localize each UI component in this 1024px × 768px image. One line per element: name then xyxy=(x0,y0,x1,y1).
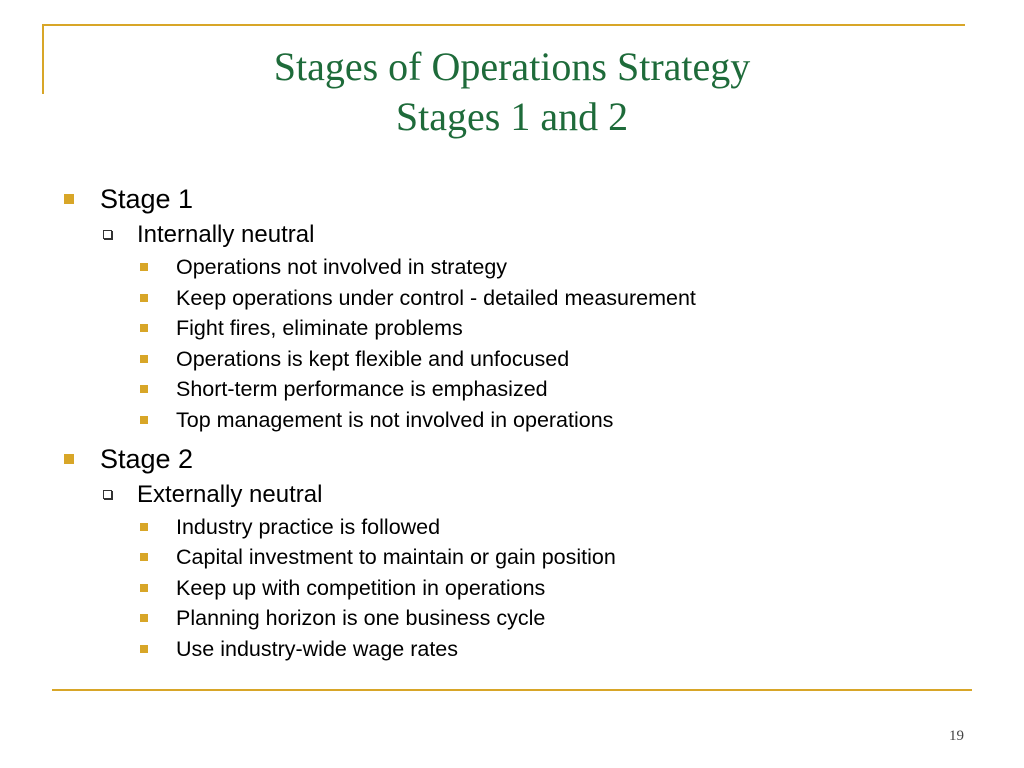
list-item-text: Operations not involved in strategy xyxy=(176,255,508,279)
stage-1-heading xyxy=(0,180,1024,218)
list-item xyxy=(0,405,1024,436)
list-item xyxy=(0,573,1024,604)
slide-title-line-2: Stages 1 and 2 xyxy=(395,94,629,139)
stage-2-label: Stage 2 xyxy=(100,443,194,474)
list-item xyxy=(0,603,1024,634)
square-bullet-icon xyxy=(64,454,74,464)
list-item xyxy=(0,634,1024,665)
square-bullet-icon xyxy=(140,645,148,653)
square-bullet-icon xyxy=(140,355,148,363)
list-item-text: Planning horizon is one business cycle xyxy=(176,606,546,631)
list-item xyxy=(0,344,1024,375)
list-item xyxy=(0,542,1024,573)
list-item-text: Keep up with competition in operations xyxy=(176,575,546,600)
square-bullet-icon xyxy=(140,294,148,302)
list-item-text: Top management is not involved in operations xyxy=(176,407,614,432)
page-number: 19 xyxy=(949,728,964,744)
list-item xyxy=(0,313,1024,344)
slide-content xyxy=(0,180,1024,665)
slide-title xyxy=(0,42,1024,142)
list-item-text: Short-term performance is emphasized xyxy=(176,377,548,402)
square-bullet-icon xyxy=(140,614,148,622)
list-item xyxy=(0,252,1024,283)
stage-1-sub-label: Internally neutral xyxy=(137,221,315,248)
footer-rule xyxy=(52,689,972,691)
list-item-text: Industry practice is followed xyxy=(176,514,441,539)
stage-2-subheading xyxy=(0,478,1024,512)
square-bullet-icon xyxy=(140,385,148,393)
list-item xyxy=(0,374,1024,405)
square-bullet-icon xyxy=(140,324,148,332)
list-item-text: Capital investment to maintain or gain position xyxy=(176,545,616,570)
list-item-text: Fight fires, eliminate problems xyxy=(176,316,463,341)
hollow-square-bullet-icon xyxy=(103,230,112,239)
square-bullet-icon xyxy=(140,553,148,561)
list-item-text: Keep operations under control - detailed measurement xyxy=(176,285,696,310)
list-item-text: Use industry-wide wage rates xyxy=(176,636,459,661)
square-bullet-icon xyxy=(140,416,148,424)
square-bullet-icon xyxy=(140,584,148,592)
stage-1-subheading xyxy=(0,218,1024,252)
list-item xyxy=(0,512,1024,543)
stage-2-heading xyxy=(0,440,1024,478)
stage-2-sub-label: Externally neutral xyxy=(137,480,323,508)
list-item xyxy=(0,283,1024,314)
stage-1-label: Stage 1 xyxy=(100,184,194,214)
frame-top-rule xyxy=(42,24,965,26)
square-bullet-icon xyxy=(140,523,148,531)
hollow-square-bullet-icon xyxy=(103,490,112,499)
slide-title-line-1: Stages of Operations Strategy xyxy=(273,44,751,89)
square-bullet-icon xyxy=(140,263,148,271)
square-bullet-icon xyxy=(64,194,74,204)
list-item-text: Operations is kept flexible and unfocused xyxy=(176,346,570,371)
